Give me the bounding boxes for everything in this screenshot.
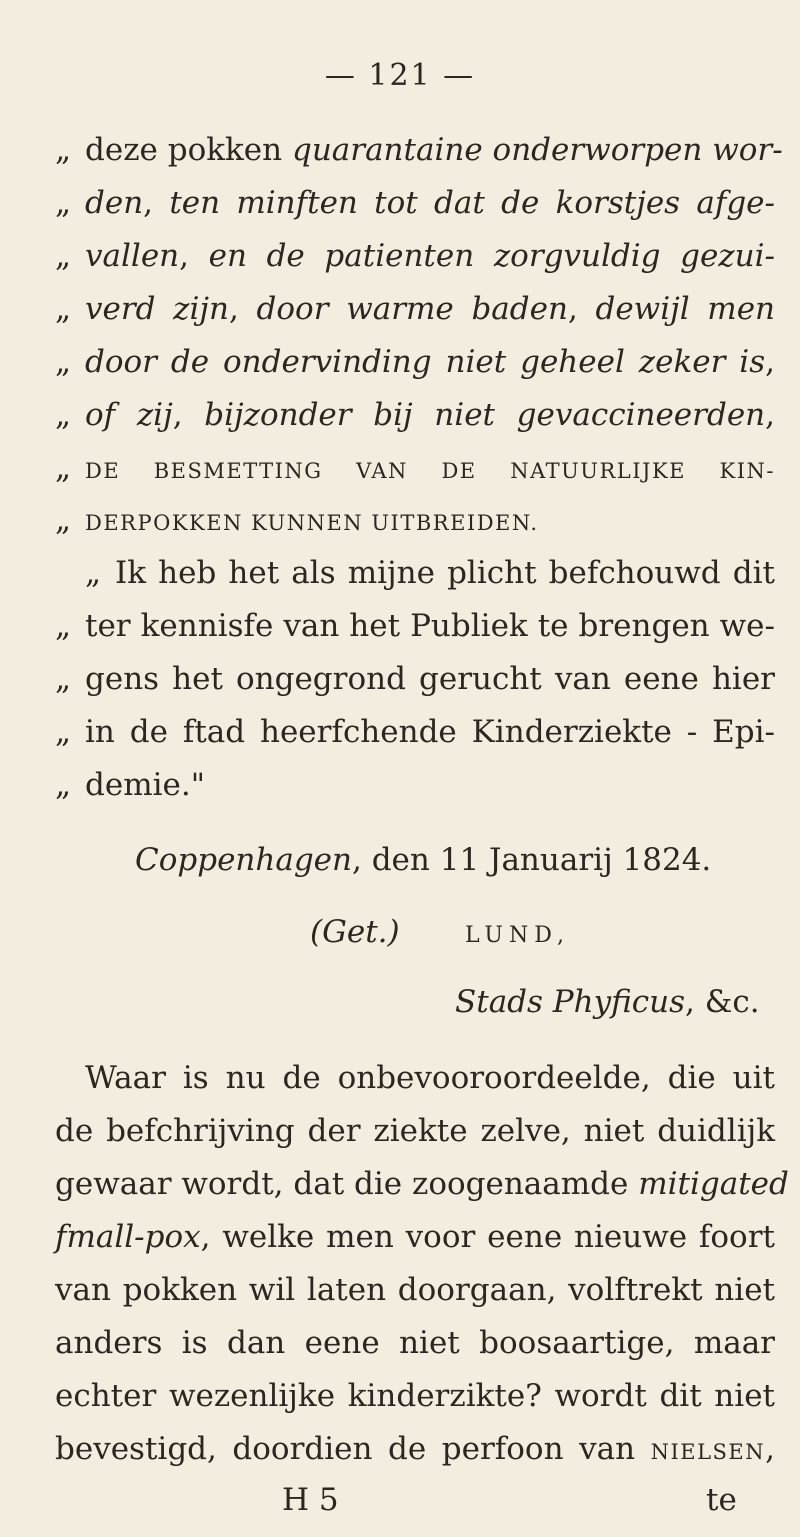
text-line: fmall-pox, welke men voor eene nieuwe foort (55, 1219, 775, 1255)
text-line: echter wezenlijke kinderzikte? wordt dit niet (55, 1378, 775, 1414)
text-line: „ ter kennisfe van het Publiek te brengen we- (55, 608, 775, 644)
signature-mark: H 5 (282, 1482, 339, 1518)
text-line: „ Ik heb het als mijne plicht befchouwd dit (85, 555, 775, 591)
text-line: „ gens het ongegrond gerucht van eene hier (55, 661, 775, 697)
text-line: „ of zij, bijzonder bij niet gevaccineerden, (55, 397, 775, 433)
text-line: „ DERPOKKEN KUNNEN UITBREIDEN. (55, 502, 539, 538)
text-line: „ DE BESMETTING VAN DE NATUURLIJKE KIN- (55, 450, 775, 486)
catchword: te (706, 1482, 737, 1518)
text-line: Waar is nu de onbevooroordeelde, die uit (85, 1060, 775, 1096)
signature-get: (Get.) (310, 914, 400, 950)
text-line: de befchrijving der ziekte zelve, niet duidlijk (55, 1113, 775, 1149)
text-line: „ in de ftad heerfchende Kinderziekte - Epi- (55, 714, 775, 750)
text-line: „ door de ondervinding niet geheel zeker is, (55, 344, 775, 380)
text-line: „ deze pokken quarantaine onderworpen wor- (55, 132, 783, 168)
signature-name: LUND, (465, 923, 571, 948)
text-line: bevestigd, doordien de perfoon van NIELSEN, (55, 1431, 775, 1467)
text-line: „ verd zijn, door warme baden, dewijl men (55, 291, 776, 327)
signature-title: Stads Phyficus, &c. (455, 984, 760, 1020)
dateline: Coppenhagen, den 11 Januarij 1824. (135, 842, 712, 878)
text-line: „ demie." (55, 767, 205, 803)
text-line: „ den, ten minften tot dat de korstjes afge- (55, 185, 775, 221)
page-number: — 121 — (324, 58, 476, 93)
text-line: gewaar wordt, dat die zoogenaamde mitigated (55, 1166, 789, 1202)
text-line: van pokken wil laten doorgaan, volftrekt niet (55, 1272, 775, 1308)
text-line: anders is dan eene niet boosaartige, maar (55, 1325, 775, 1361)
text-line: „ vallen, en de patienten zorgvuldig gezui- (55, 238, 775, 274)
